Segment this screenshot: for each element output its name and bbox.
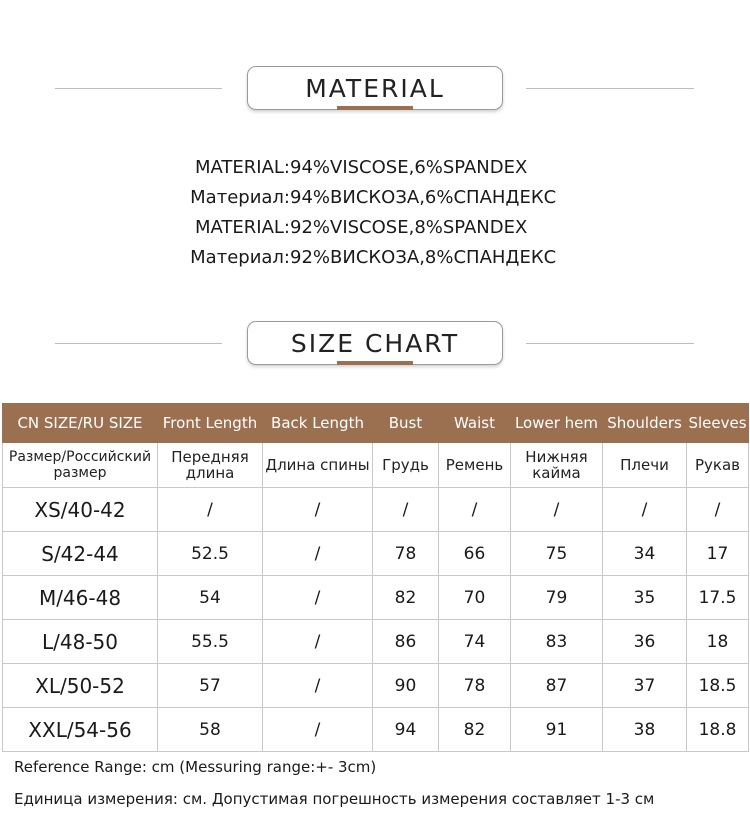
column-header-ru: Нижняя кайма (511, 443, 603, 488)
table-cell: 91 (511, 708, 603, 752)
material-line (0, 187, 750, 208)
column-header-ru: Длина спины (263, 443, 373, 488)
material-line (0, 217, 750, 238)
table-cell: / (603, 488, 687, 532)
table-cell: / (263, 576, 373, 620)
size-chart-table (2, 403, 749, 752)
material-label: MATERIAL: (194, 217, 290, 238)
title-underline (337, 106, 413, 110)
size-chart-title: SIZE CHART (247, 321, 503, 365)
table-cell: 74 (439, 620, 511, 664)
table-row (3, 620, 749, 664)
table-cell: 55.5 (158, 620, 263, 664)
table-cell: 94 (373, 708, 439, 752)
table-cell: / (263, 488, 373, 532)
column-header: Bust (373, 404, 439, 443)
table-cell: 18.5 (687, 664, 749, 708)
column-header: Sleeves (687, 404, 749, 443)
column-header-ru: Размер/Российский размер (3, 443, 158, 488)
table-cell: / (263, 708, 373, 752)
table-row (3, 664, 749, 708)
size-chart-section-header (0, 321, 750, 371)
table-cell: / (511, 488, 603, 532)
column-header: CN SIZE/RU SIZE (3, 404, 158, 443)
table-cell: / (158, 488, 263, 532)
table-cell: 36 (603, 620, 687, 664)
table-cell: 86 (373, 620, 439, 664)
table-cell: 90 (373, 664, 439, 708)
table-cell: 18 (687, 620, 749, 664)
material-line (0, 247, 750, 268)
size-cell: L/48-50 (3, 620, 158, 664)
table-cell: 52.5 (158, 532, 263, 576)
table-cell: / (439, 488, 511, 532)
column-header: Front Length (158, 404, 263, 443)
table-cell: 66 (439, 532, 511, 576)
table-row (3, 576, 749, 620)
column-header: Back Length (263, 404, 373, 443)
table-row (3, 532, 749, 576)
material-label: MATERIAL: (194, 157, 290, 178)
column-header: Waist (439, 404, 511, 443)
table-row (3, 708, 749, 752)
size-cell: S/42-44 (3, 532, 158, 576)
size-cell: M/46-48 (3, 576, 158, 620)
table-cell: 18.8 (687, 708, 749, 752)
material-value: 94%VISCOSE,6%SPANDEX (290, 157, 528, 178)
table-cell: 34 (603, 532, 687, 576)
column-header-ru: Передняя длина (158, 443, 263, 488)
table-cell: 79 (511, 576, 603, 620)
material-value: 94%ВИСКОЗА,6%СПАНДЕКС (290, 187, 557, 208)
column-header: Lower hem (511, 404, 603, 443)
reference-range-note: Reference Range: cm (Messuring range:+- 3cm) (14, 758, 377, 776)
size-cell: XL/50-52 (3, 664, 158, 708)
table-cell: / (687, 488, 749, 532)
table-cell: / (263, 532, 373, 576)
table-cell: 78 (439, 664, 511, 708)
divider-left (55, 343, 222, 344)
table-cell: 70 (439, 576, 511, 620)
column-header-ru: Плечи (603, 443, 687, 488)
reference-range-note-ru: Единица измерения: см. Допустимая погрешность измерения составляет 1-3 см (14, 790, 655, 808)
header-row-en (3, 404, 749, 443)
divider-right (526, 343, 694, 344)
column-header-ru: Грудь (373, 443, 439, 488)
header-row-ru (3, 443, 749, 488)
table-cell: / (263, 620, 373, 664)
table-cell: 37 (603, 664, 687, 708)
column-header-ru: Рукав (687, 443, 749, 488)
divider-left (55, 88, 222, 89)
table-cell: 35 (603, 576, 687, 620)
table-cell: 82 (439, 708, 511, 752)
material-label: Материал: (190, 247, 290, 268)
table-cell: / (373, 488, 439, 532)
material-line (0, 157, 750, 178)
table-cell: 82 (373, 576, 439, 620)
size-cell: XXL/54-56 (3, 708, 158, 752)
material-value: 92%VISCOSE,8%SPANDEX (290, 217, 528, 238)
divider-right (526, 88, 694, 89)
table-cell: 54 (158, 576, 263, 620)
table-cell: 38 (603, 708, 687, 752)
material-section-header (0, 66, 750, 116)
table-cell: 78 (373, 532, 439, 576)
table-cell: / (263, 664, 373, 708)
size-cell: XS/40-42 (3, 488, 158, 532)
column-header: Shoulders (603, 404, 687, 443)
table-cell: 17 (687, 532, 749, 576)
table-cell: 75 (511, 532, 603, 576)
table-cell: 83 (511, 620, 603, 664)
column-header-ru: Ремень (439, 443, 511, 488)
table-cell: 57 (158, 664, 263, 708)
table-cell: 17.5 (687, 576, 749, 620)
material-title: MATERIAL (247, 66, 503, 110)
table-cell: 87 (511, 664, 603, 708)
material-value: 92%ВИСКОЗА,8%СПАНДЕКС (290, 247, 557, 268)
material-label: Материал: (190, 187, 290, 208)
title-underline (337, 361, 413, 365)
table-row (3, 488, 749, 532)
table-cell: 58 (158, 708, 263, 752)
